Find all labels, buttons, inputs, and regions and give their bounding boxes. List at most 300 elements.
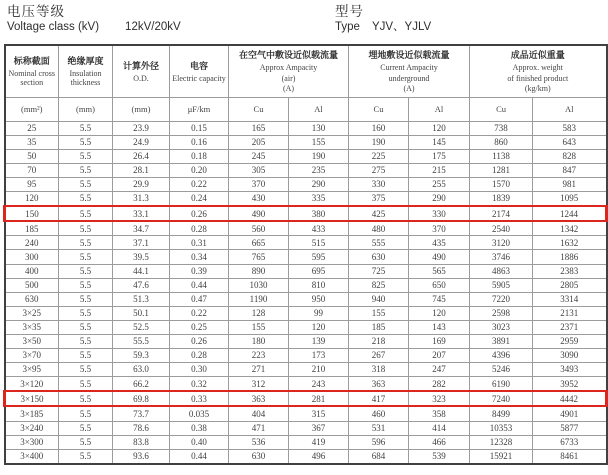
col-header-en: O.D. — [133, 73, 149, 83]
table-cell: 10353 — [470, 421, 533, 435]
table-cell: 4442 — [533, 391, 607, 406]
table-cell: 0.44 — [170, 449, 229, 464]
table-cell: 5877 — [533, 421, 607, 435]
table-cell: 370 — [229, 177, 289, 191]
subcol-cu: Cu — [229, 97, 289, 121]
table-cell: 3×95 — [5, 362, 59, 376]
table-cell: 5.5 — [59, 376, 113, 391]
table-cell: 531 — [349, 421, 409, 435]
table-row — [5, 421, 607, 435]
table-cell: 0.44 — [170, 278, 229, 292]
col-header-capacity — [170, 45, 229, 97]
table-cell: 367 — [289, 421, 349, 435]
table-cell: 290 — [409, 191, 470, 206]
table-cell: 5.5 — [59, 191, 113, 206]
table-cell: 643 — [533, 135, 607, 149]
table-cell: 665 — [229, 236, 289, 250]
table-cell: 5905 — [470, 278, 533, 292]
table-cell: 205 — [229, 135, 289, 149]
table-cell: 223 — [229, 348, 289, 362]
table-cell: 0.24 — [170, 191, 229, 206]
table-cell: 83.8 — [113, 435, 170, 449]
table-cell: 5.5 — [59, 421, 113, 435]
table-cell: 466 — [409, 435, 470, 449]
table-cell: 0.20 — [170, 163, 229, 177]
table-cell: 433 — [289, 221, 349, 236]
table-cell: 245 — [229, 149, 289, 163]
table-cell: 3891 — [470, 334, 533, 348]
table-cell: 1342 — [533, 221, 607, 236]
table-cell: 52.5 — [113, 320, 170, 334]
table-cell: 0.26 — [170, 334, 229, 348]
table-cell: 120 — [289, 320, 349, 334]
table-cell: 890 — [229, 264, 289, 278]
table-cell: 190 — [349, 135, 409, 149]
table-row — [5, 435, 607, 449]
table-cell: 78.6 — [113, 421, 170, 435]
subcol-al: Al — [409, 97, 470, 121]
table-cell: 31.3 — [113, 191, 170, 206]
table-cell: 2131 — [533, 306, 607, 320]
col-header-zh: 计算外径 — [122, 61, 159, 72]
table-cell: 0.40 — [170, 435, 229, 449]
table-cell: 281 — [289, 391, 349, 406]
table-cell: 1190 — [229, 292, 289, 306]
table-cell: 243 — [289, 376, 349, 391]
col-header-zh: 电容 — [189, 61, 208, 72]
table-cell: 155 — [229, 320, 289, 334]
voltage-class-label-en: Voltage class (kV) — [7, 21, 100, 33]
table-cell: 375 — [349, 191, 409, 206]
table-cell: 235 — [289, 163, 349, 177]
table-row — [5, 348, 607, 362]
table-cell: 496 — [289, 449, 349, 464]
table-cell: 363 — [349, 376, 409, 391]
col-header-outer-diameter — [113, 45, 170, 97]
table-cell: 1281 — [470, 163, 533, 177]
table-cell: 3×70 — [5, 348, 59, 362]
table-cell: 165 — [229, 121, 289, 135]
model-type-block — [335, 3, 431, 35]
col-header-zh: 标称截面 — [13, 56, 50, 67]
table-cell: 471 — [229, 421, 289, 435]
table-cell: 370 — [409, 221, 470, 236]
table-row — [5, 177, 607, 191]
table-cell: 695 — [289, 264, 349, 278]
table-cell: 207 — [409, 348, 470, 362]
table-cell: 2371 — [533, 320, 607, 334]
table-cell: 185 — [5, 221, 59, 236]
table-cell: 215 — [409, 163, 470, 177]
model-type-title-zh: 型号 — [335, 4, 364, 19]
table-row — [5, 406, 607, 421]
table-cell: 417 — [349, 391, 409, 406]
model-type-value: YJV、YJLV — [371, 21, 432, 33]
table-cell: 490 — [409, 250, 470, 264]
table-cell: 5.5 — [59, 177, 113, 191]
table-cell: 12328 — [470, 435, 533, 449]
table-cell: 5.5 — [59, 292, 113, 306]
page-header — [0, 0, 608, 44]
group-header-en: (kg/km) — [524, 84, 551, 93]
table-cell: 0.28 — [170, 221, 229, 236]
subcol-al: Al — [289, 97, 349, 121]
header-row-main — [5, 45, 607, 97]
table-cell: 860 — [470, 135, 533, 149]
table-cell: 1244 — [533, 206, 607, 221]
table-cell: 555 — [349, 236, 409, 250]
table-cell: 5.5 — [59, 435, 113, 449]
table-cell: 120 — [409, 121, 470, 135]
table-cell: 55.5 — [113, 334, 170, 348]
table-cell: 3×185 — [5, 406, 59, 421]
table-cell: 539 — [409, 449, 470, 464]
col-header-nominal-cross-section — [5, 45, 59, 97]
table-row — [5, 278, 607, 292]
table-row — [5, 306, 607, 320]
table-cell: 828 — [533, 149, 607, 163]
table-cell: 3×300 — [5, 435, 59, 449]
group-header-en: (A) — [403, 84, 415, 93]
table-cell: 29.9 — [113, 177, 170, 191]
table-cell: 5.5 — [59, 449, 113, 464]
group-header-ampacity-underground — [349, 45, 470, 97]
table-cell: 765 — [229, 250, 289, 264]
table-cell: 435 — [409, 236, 470, 250]
unit-mm: (mm) — [113, 97, 170, 121]
table-cell: 5.5 — [59, 149, 113, 163]
group-header-en: (A) — [282, 84, 295, 93]
table-cell: 5.5 — [59, 221, 113, 236]
table-cell: 4863 — [470, 264, 533, 278]
table-cell: 630 — [349, 250, 409, 264]
table-cell: 847 — [533, 163, 607, 177]
table-cell: 4396 — [470, 348, 533, 362]
table-cell: 0.18 — [170, 149, 229, 163]
table-cell: 7220 — [470, 292, 533, 306]
table-cell: 5246 — [470, 362, 533, 376]
table-cell: 5.5 — [59, 348, 113, 362]
table-cell: 51.3 — [113, 292, 170, 306]
table-row — [5, 163, 607, 177]
group-header-en: underground — [388, 73, 430, 83]
table-cell: 490 — [229, 206, 289, 221]
table-row — [5, 449, 607, 464]
table-cell: 5.5 — [59, 306, 113, 320]
table-cell: 0.22 — [170, 306, 229, 320]
table-row — [5, 391, 607, 406]
table-cell: 5.5 — [59, 278, 113, 292]
table-cell: 120 — [409, 306, 470, 320]
table-cell: 1570 — [470, 177, 533, 191]
table-cell: 24.9 — [113, 135, 170, 149]
table-row — [5, 206, 607, 221]
table-cell: 305 — [229, 163, 289, 177]
table-cell: 595 — [289, 250, 349, 264]
table-cell: 500 — [5, 278, 59, 292]
table-cell: 0.28 — [170, 348, 229, 362]
table-cell: 290 — [289, 177, 349, 191]
table-cell: 2383 — [533, 264, 607, 278]
table-cell: 0.25 — [170, 320, 229, 334]
header-row-units — [5, 97, 607, 121]
table-cell: 0.22 — [170, 177, 229, 191]
table-cell: 6733 — [533, 435, 607, 449]
table-row — [5, 264, 607, 278]
table-cell: 160 — [349, 121, 409, 135]
table-cell: 950 — [289, 292, 349, 306]
table-cell: 69.8 — [113, 391, 170, 406]
table-cell: 2174 — [470, 206, 533, 221]
table-cell: 5.5 — [59, 236, 113, 250]
group-header-en: Current Ampacity — [380, 63, 438, 72]
table-cell: 5.5 — [59, 391, 113, 406]
table-cell: 536 — [229, 435, 289, 449]
table-cell: 173 — [289, 348, 349, 362]
table-cell: 5.5 — [59, 121, 113, 135]
table-cell: 404 — [229, 406, 289, 421]
subcol-cu: Cu — [349, 97, 409, 121]
table-cell: 5.5 — [59, 206, 113, 221]
table-cell: 725 — [349, 264, 409, 278]
table-cell: 169 — [409, 334, 470, 348]
table-cell: 8499 — [470, 406, 533, 421]
table-cell: 330 — [349, 177, 409, 191]
table-cell: 1632 — [533, 236, 607, 250]
table-row — [5, 320, 607, 334]
table-cell: 44.1 — [113, 264, 170, 278]
table-cell: 3746 — [470, 250, 533, 264]
table-cell: 1030 — [229, 278, 289, 292]
table-cell: 50 — [5, 149, 59, 163]
table-cell: 414 — [409, 421, 470, 435]
unit-uf-km: μF/km — [170, 97, 229, 121]
table-cell: 240 — [5, 236, 59, 250]
table-cell: 8461 — [533, 449, 607, 464]
table-cell: 0.16 — [170, 135, 229, 149]
table-cell: 5.5 — [59, 163, 113, 177]
table-cell: 0.035 — [170, 406, 229, 421]
table-cell: 358 — [409, 406, 470, 421]
table-cell: 300 — [5, 250, 59, 264]
table-cell: 2959 — [533, 334, 607, 348]
table-cell: 1886 — [533, 250, 607, 264]
group-header-ampacity-air — [229, 45, 349, 97]
col-header-en: Insulation thickness — [69, 68, 102, 88]
table-cell: 39.5 — [113, 250, 170, 264]
subcol-al: Al — [533, 97, 607, 121]
table-cell: 810 — [289, 278, 349, 292]
table-cell: 318 — [349, 362, 409, 376]
table-cell: 1138 — [470, 149, 533, 163]
table-cell: 99 — [289, 306, 349, 320]
col-header-en: Nominal cross section — [8, 68, 55, 88]
table-cell: 255 — [409, 177, 470, 191]
table-cell: 3×400 — [5, 449, 59, 464]
table-cell: 480 — [349, 221, 409, 236]
table-cell: 128 — [229, 306, 289, 320]
table-cell: 5.5 — [59, 135, 113, 149]
voltage-class-value: 12kV/20kV — [125, 21, 181, 33]
table-cell: 738 — [470, 121, 533, 135]
table-cell: 335 — [289, 191, 349, 206]
table-row — [5, 191, 607, 206]
table-cell: 145 — [409, 135, 470, 149]
voltage-class-title-zh: 电压等级 — [7, 4, 65, 19]
table-cell: 5.5 — [59, 264, 113, 278]
table-header — [5, 45, 607, 121]
table-cell: 981 — [533, 177, 607, 191]
table-cell: 155 — [289, 135, 349, 149]
table-cell: 93.6 — [113, 449, 170, 464]
group-header-finished-weight — [470, 45, 607, 97]
table-cell: 5.5 — [59, 250, 113, 264]
table-row — [5, 250, 607, 264]
table-cell: 315 — [289, 406, 349, 421]
table-cell: 825 — [349, 278, 409, 292]
table-cell: 312 — [229, 376, 289, 391]
table-row — [5, 135, 607, 149]
table-cell: 33.1 — [113, 206, 170, 221]
table-cell: 271 — [229, 362, 289, 376]
table-cell: 4901 — [533, 406, 607, 421]
table-cell: 3120 — [470, 236, 533, 250]
col-header-en: Electric capacity — [172, 73, 226, 83]
table-cell: 419 — [289, 435, 349, 449]
table-cell: 3×120 — [5, 376, 59, 391]
table-cell: 425 — [349, 206, 409, 221]
table-cell: 66.2 — [113, 376, 170, 391]
table-cell: 5.5 — [59, 406, 113, 421]
table-cell: 185 — [349, 320, 409, 334]
table-cell: 282 — [409, 376, 470, 391]
table-cell: 3952 — [533, 376, 607, 391]
col-header-insulation-thickness — [59, 45, 113, 97]
table-cell: 684 — [349, 449, 409, 464]
table-cell: 26.4 — [113, 149, 170, 163]
table-cell: 35 — [5, 135, 59, 149]
table-cell: 3×150 — [5, 391, 59, 406]
spec-table — [3, 44, 608, 465]
table-cell: 3023 — [470, 320, 533, 334]
table-cell: 1095 — [533, 191, 607, 206]
table-cell: 180 — [229, 334, 289, 348]
table-cell: 7240 — [470, 391, 533, 406]
col-header-zh: 绝缘厚度 — [67, 56, 104, 67]
table-cell: 0.26 — [170, 206, 229, 221]
voltage-class-block — [7, 3, 181, 35]
group-header-en: of finished product — [507, 73, 569, 83]
table-cell: 630 — [229, 449, 289, 464]
table-cell: 150 — [5, 206, 59, 221]
table-cell: 940 — [349, 292, 409, 306]
table-cell: 5.5 — [59, 362, 113, 376]
table-cell: 95 — [5, 177, 59, 191]
table-row — [5, 221, 607, 236]
table-cell: 380 — [289, 206, 349, 221]
table-cell: 330 — [409, 206, 470, 221]
voltage-class-line — [7, 20, 181, 35]
table-cell: 225 — [349, 149, 409, 163]
table-cell: 267 — [349, 348, 409, 362]
table-cell: 745 — [409, 292, 470, 306]
table-row — [5, 121, 607, 135]
table-cell: 596 — [349, 435, 409, 449]
table-cell: 363 — [229, 391, 289, 406]
table-cell: 3090 — [533, 348, 607, 362]
table-cell: 155 — [349, 306, 409, 320]
table-row — [5, 376, 607, 391]
table-cell: 34.7 — [113, 221, 170, 236]
table-cell: 15921 — [470, 449, 533, 464]
table-cell: 63.0 — [113, 362, 170, 376]
model-type-label-en: Type — [335, 21, 360, 33]
table-cell: 515 — [289, 236, 349, 250]
table-cell: 630 — [5, 292, 59, 306]
table-cell: 6190 — [470, 376, 533, 391]
group-header-en: Approx. weight — [512, 63, 563, 72]
model-type-line — [335, 20, 431, 35]
table-cell: 0.38 — [170, 421, 229, 435]
table-cell: 247 — [409, 362, 470, 376]
table-cell: 583 — [533, 121, 607, 135]
table-cell: 23.9 — [113, 121, 170, 135]
unit-mm2: (mm²) — [5, 97, 59, 121]
table-cell: 190 — [289, 149, 349, 163]
table-cell: 323 — [409, 391, 470, 406]
table-cell: 73.7 — [113, 406, 170, 421]
table-cell: 70 — [5, 163, 59, 177]
table-cell: 275 — [349, 163, 409, 177]
table-cell: 0.32 — [170, 376, 229, 391]
table-cell: 5.5 — [59, 320, 113, 334]
table-cell: 175 — [409, 149, 470, 163]
table-cell: 0.30 — [170, 362, 229, 376]
table-cell: 0.31 — [170, 236, 229, 250]
table-row — [5, 236, 607, 250]
group-header-zh: 在空气中敷设近似载流量 — [239, 51, 339, 61]
table-body — [5, 121, 607, 464]
table-cell: 650 — [409, 278, 470, 292]
table-cell: 218 — [349, 334, 409, 348]
table-row — [5, 292, 607, 306]
table-cell: 460 — [349, 406, 409, 421]
table-cell: 139 — [289, 334, 349, 348]
group-header-en: (air) — [281, 73, 296, 83]
subcol-cu: Cu — [470, 97, 533, 121]
group-header-zh: 埋地敷设近似载流量 — [368, 51, 450, 61]
table-cell: 143 — [409, 320, 470, 334]
table-cell: 5.5 — [59, 334, 113, 348]
table-row — [5, 149, 607, 163]
table-cell: 0.34 — [170, 250, 229, 264]
table-cell: 3493 — [533, 362, 607, 376]
table-row — [5, 334, 607, 348]
table-cell: 565 — [409, 264, 470, 278]
table-cell: 2805 — [533, 278, 607, 292]
table-row — [5, 362, 607, 376]
table-cell: 2540 — [470, 221, 533, 236]
table-cell: 37.1 — [113, 236, 170, 250]
table-cell: 47.6 — [113, 278, 170, 292]
unit-mm: (mm) — [59, 97, 113, 121]
table-cell: 1839 — [470, 191, 533, 206]
table-cell: 28.1 — [113, 163, 170, 177]
table-cell: 3314 — [533, 292, 607, 306]
group-header-zh: 成品近似重量 — [510, 51, 565, 61]
table-cell: 0.33 — [170, 391, 229, 406]
table-cell: 25 — [5, 121, 59, 135]
